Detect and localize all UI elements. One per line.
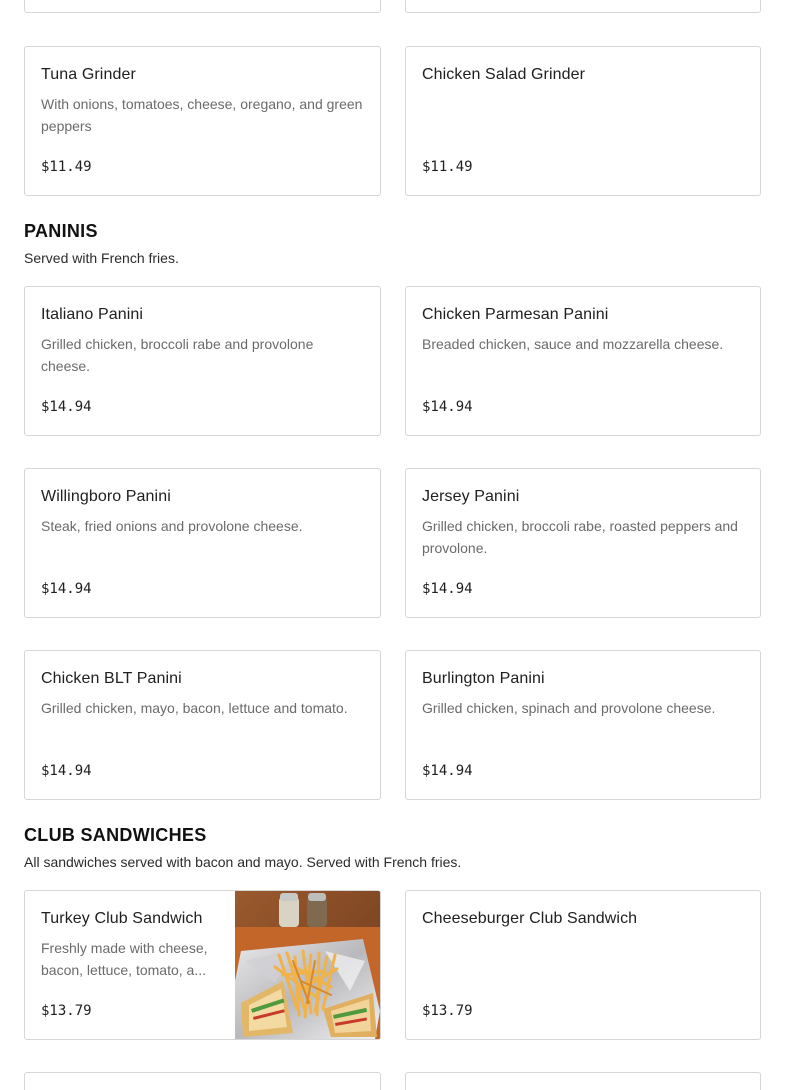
item-name: Tuna Grinder — [41, 66, 136, 83]
section-title-club-sandwiches: CLUB SANDWICHES — [24, 825, 207, 845]
section-title-paninis: PANINIS — [24, 221, 98, 241]
item-description: Grilled chicken, mayo, bacon, lettuce and tomato. — [41, 700, 348, 716]
item-price: $13.79 — [422, 1003, 473, 1019]
menu-item-card-partial[interactable] — [24, 0, 381, 13]
menu-item-italiano-panini[interactable] — [24, 286, 381, 436]
item-price: $14.94 — [41, 399, 92, 415]
item-price: $14.94 — [41, 763, 92, 779]
menu-item-turkey-club-sandwich[interactable] — [24, 890, 381, 1040]
menu-item-willingboro-panini[interactable] — [24, 468, 381, 618]
item-description: Grilled chicken, spinach and provolone cheese. — [422, 700, 716, 716]
section-subtitle-club-sandwiches: All sandwiches served with bacon and mayo. Served with French fries. — [24, 854, 462, 870]
item-description: Grilled chicken, broccoli rabe and provolone cheese. — [41, 336, 314, 374]
item-name: Willingboro Panini — [41, 488, 171, 505]
item-price: $14.94 — [41, 581, 92, 597]
section-subtitle-paninis: Served with French fries. — [24, 250, 179, 266]
item-price: $13.79 — [41, 1003, 92, 1019]
item-description: With onions, tomatoes, cheese, oregano, and green peppers — [41, 96, 363, 134]
item-description: Breaded chicken, sauce and mozzarella cheese. — [422, 336, 724, 352]
item-price: $14.94 — [422, 399, 473, 415]
item-description: Steak, fried onions and provolone cheese. — [41, 518, 303, 534]
item-name: Burlington Panini — [422, 670, 545, 687]
item-name: Turkey Club Sandwich — [41, 910, 203, 927]
menu-item-chicken-blt-panini[interactable] — [24, 650, 381, 800]
item-price: $14.94 — [422, 763, 473, 779]
item-name: Jersey Panini — [422, 488, 520, 505]
item-description: Grilled chicken, broccoli rabe, roasted peppers and provolone. — [422, 518, 738, 556]
item-price: $11.49 — [422, 159, 473, 175]
menu-item-burlington-panini[interactable] — [405, 650, 761, 800]
item-name: Chicken BLT Panini — [41, 670, 182, 687]
item-name: Chicken Salad Grinder — [422, 66, 586, 83]
menu-item-card-partial[interactable] — [405, 0, 761, 13]
item-price: $11.49 — [41, 159, 92, 175]
menu-item-card-partial[interactable] — [24, 1072, 381, 1090]
item-description: Freshly made with cheese, bacon, lettuce, tomato, a... — [41, 940, 208, 978]
item-name: Chicken Parmesan Panini — [422, 306, 609, 323]
menu-item-chicken-salad-grinder[interactable] — [405, 46, 761, 196]
item-price: $14.94 — [422, 581, 473, 597]
menu-item-jersey-panini[interactable] — [405, 468, 761, 618]
menu-item-tuna-grinder[interactable] — [24, 46, 381, 196]
club-sandwich-photo — [235, 891, 380, 1039]
item-name: Cheeseburger Club Sandwich — [422, 910, 638, 927]
menu-item-chicken-parmesan-panini[interactable] — [405, 286, 761, 436]
menu-item-cheeseburger-club-sandwich[interactable] — [405, 890, 761, 1040]
menu-item-card-partial[interactable] — [405, 1072, 761, 1090]
item-name: Italiano Panini — [41, 306, 144, 323]
